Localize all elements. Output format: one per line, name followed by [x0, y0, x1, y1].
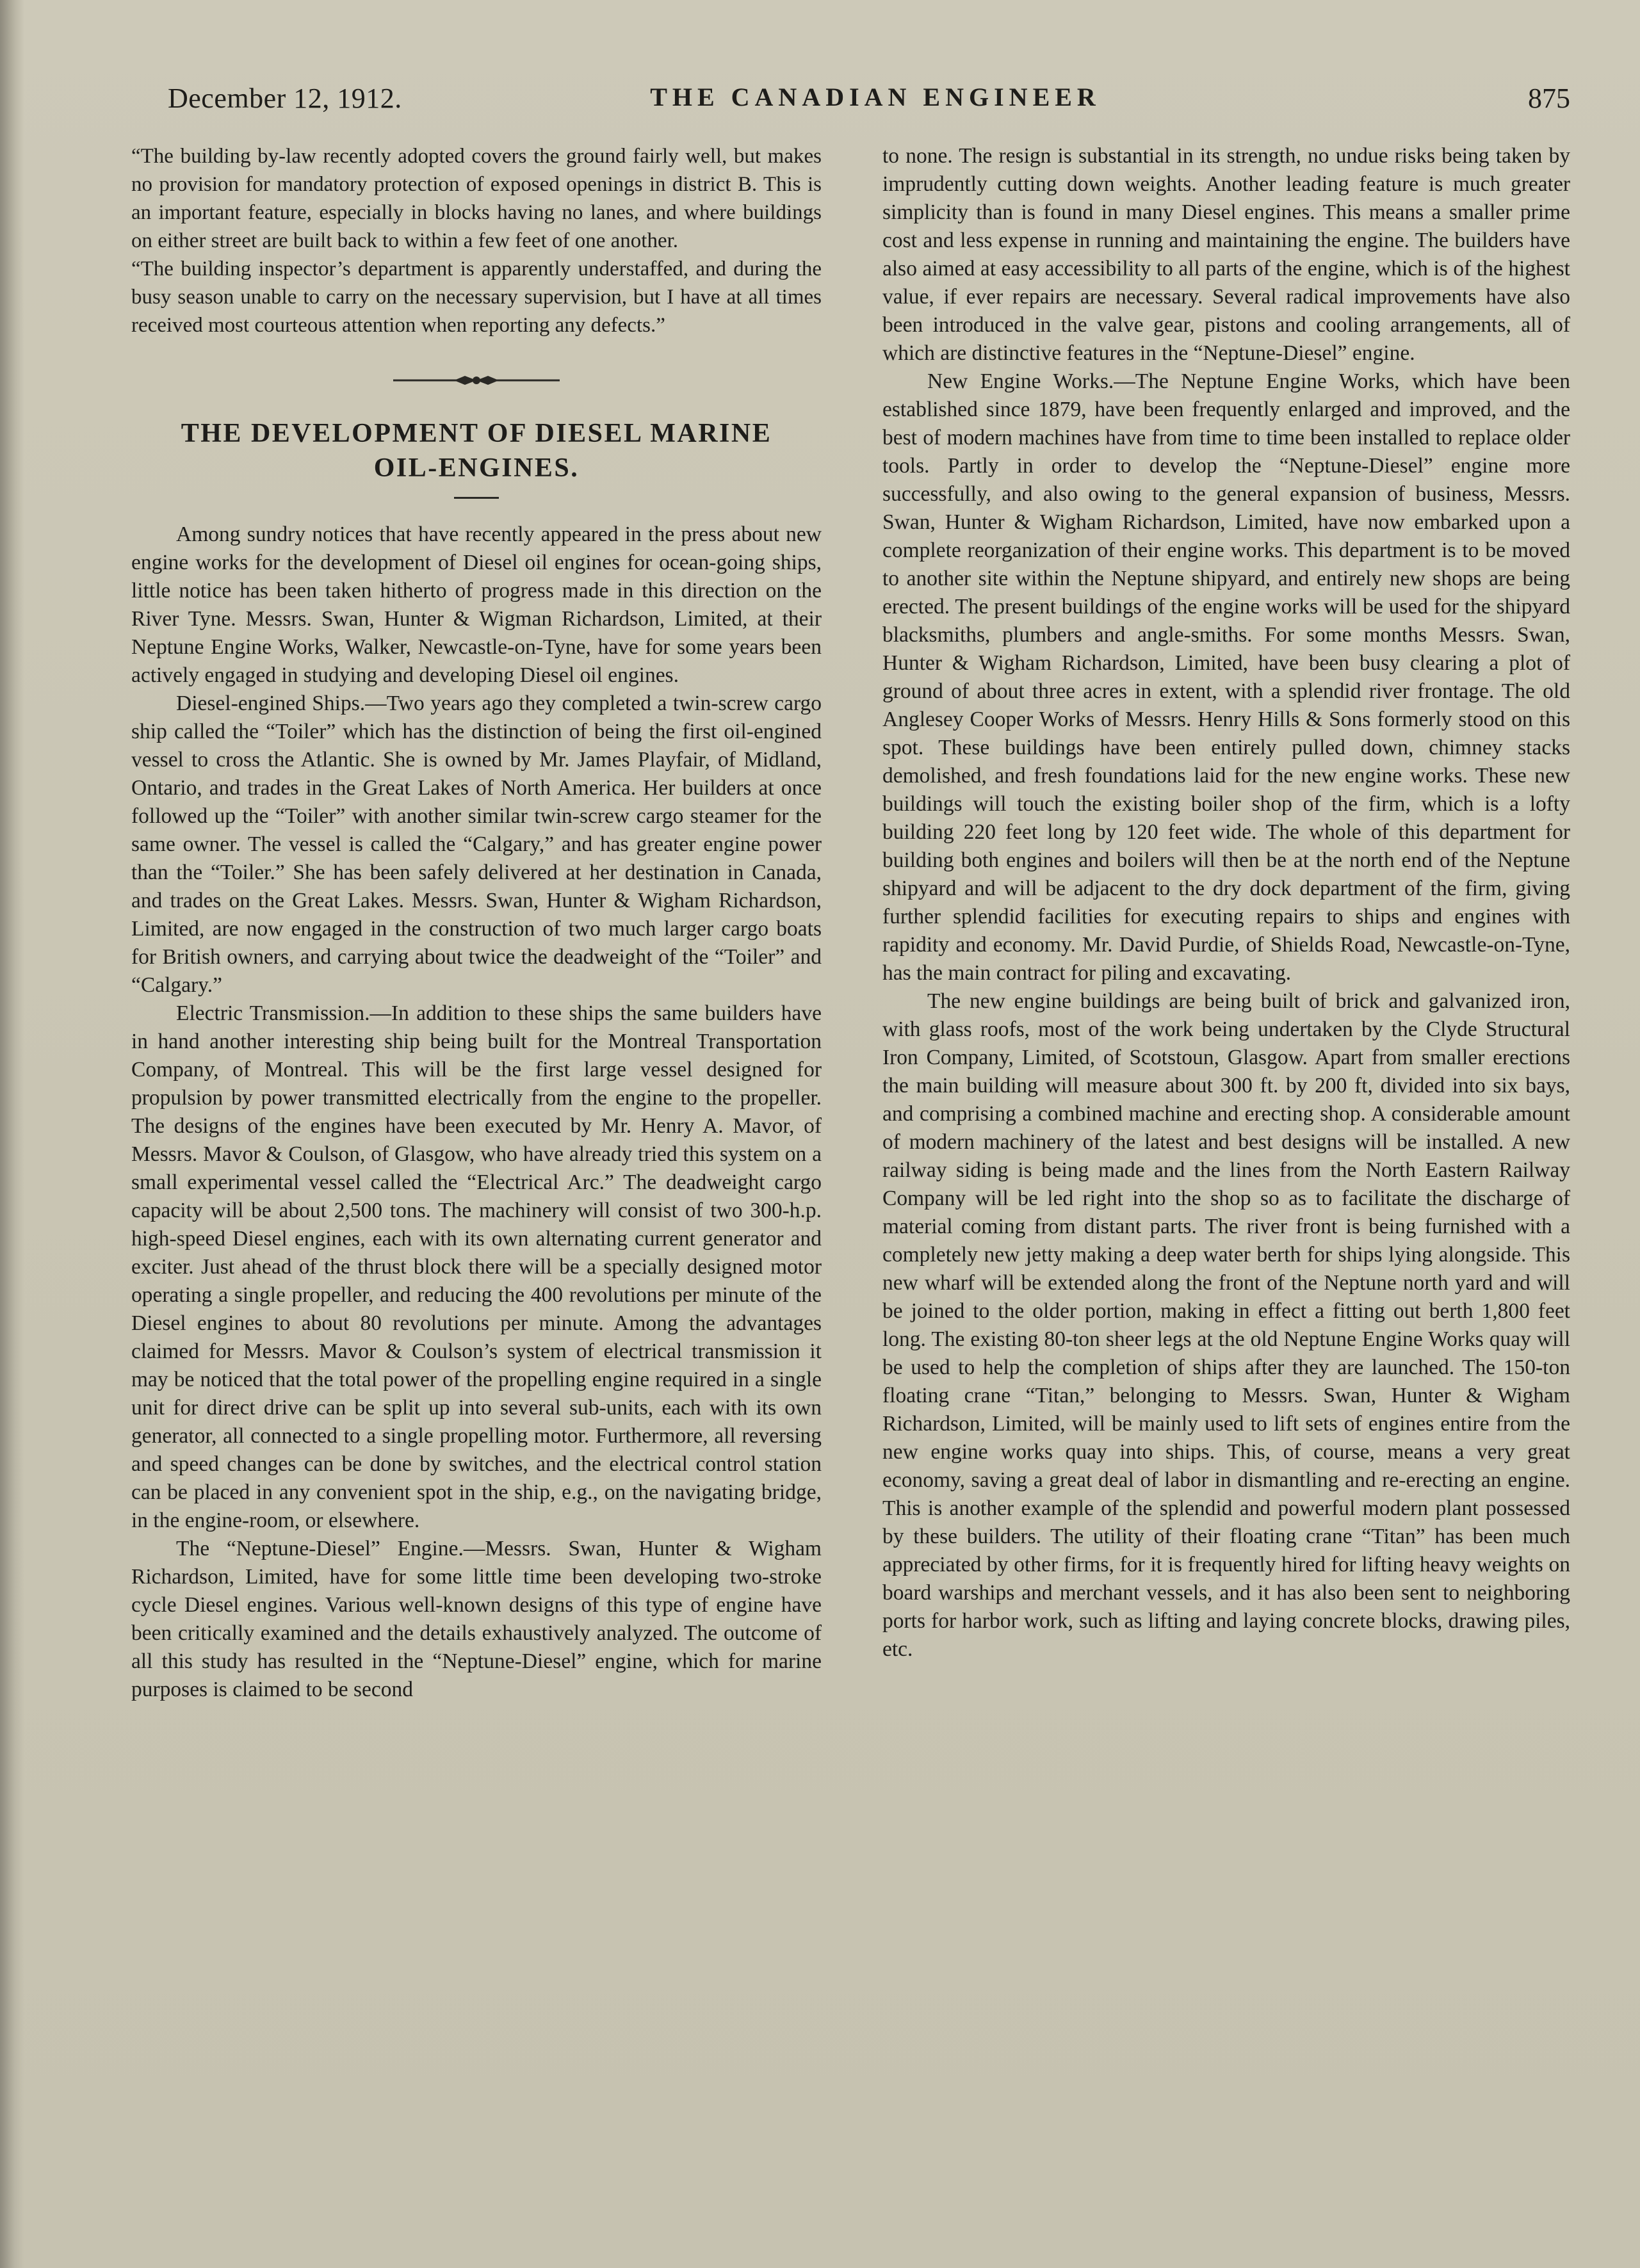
quote-paragraph: “The building by-law recently adopted covers the ground fairly well, but makes no provision for mandatory protection of exposed openings in district B. This is an important feature, especially in blocks having no lanes, and where buildings on either street are built back to within a few feet of one another.	[131, 145, 822, 252]
article-paragraph: Electric Transmission.—In addition to these ships the same builders have in hand another interesting ship being built for the Montreal Transportation Company, of Montreal. This will be the first large vessel designed for propulsion by power transmitted electrically from the engine to the propeller. The designs of the engines have been executed by Mr. Henry A. Mavor, of Messrs. Mavor & Coulson, of Glasgow, who have already tried this system on a small experimental vessel called the “Electrical Arc.” The deadweight cargo capacity will be about 2,500 tons. The machinery will consist of two 300-h.p. high-speed Diesel engines, each with its own alternating current generator and exciter. Just ahead of the thrust block there will be a specially designed motor operating a single propeller, and reducing the 400 revolutions per minute of the Diesel engines to about 80 revolutions per minute. Among the advantages claimed for Messrs. Mavor & Coulson’s system of electrical transmission it may be noticed that the total power of the propelling engine required in a single unit for direct drive can be split up into several sub-units, each with its own generator, all connected to a single propelling motor. Furthermore, all reversing and speed changes can be done by switches, and the electrical control station can be placed in any convenient spot in the ship, e.g., on the navigating bridge, in the engine-room, or elsewhere.	[131, 1001, 822, 1532]
article-paragraph: The new engine buildings are being built of brick and galvanized iron, with glass roofs, most of the work being undertaken by the Clyde Structural Iron Company, Limited, of Scotstoun, Glasgow. Apart from smaller erections the main building will measure about 300 ft. by 200 ft, divided into six bays, and comprising a combined machine and erecting shop. A considerable amount of modern machinery of the latest and best designs will be installed. A new railway siding is being made and the lines from the North Eastern Railway Company will be led right into the shop so as to facilitate the discharge of material coming from distant parts. The river front is being furnished with a completely new jetty making a deep water berth for ships lying alongside. This new wharf will be extended along the front of the Neptune north yard and will be joined to the older portion, making in effect a fitting out berth 1,800 feet long. The existing 80-ton sheer legs at the old Neptune Engine Works quay will be used to help the completion of ships after they are launched. The 150-ton floating crane “Titan,” belonging to Messrs. Swan, Hunter & Wigham Richardson, Limited, will be mainly used to lift sets of engines entire from the new engine works quay into ships. This, of course, means a very great economy, saving a great deal of labor in dismantling and re-erecting an engine. This is another example of the splendid and powerful modern plant possessed by these builders. The utility of their floating crane “Titan” has been much appreciated by other firms, for it is frequently hired for lifting heavy weights on board warships and merchant vessels, and it has also been sent to neighboring ports for harbor work, such as lifting and laying concrete blocks, drawing piles, etc.	[882, 989, 1570, 1661]
header-date: December 12, 1912.	[168, 83, 402, 114]
article-title-line: OIL-ENGINES.	[373, 453, 580, 483]
article-title-line: THE DEVELOPMENT OF DIESEL MARINE	[181, 419, 772, 448]
article-paragraph: New Engine Works.—The Neptune Engine Works, which have been established since 1879, have been frequently enlarged and improved, and the best of modern machines have from time to time been installed to replace older tools. Partly in order to develop the “Neptune-Diesel” engine more successfully, and also owing to the general expansion of business, Messrs. Swan, Hunter & Wigham Richardson, Limited, have now embarked upon a complete reorganization of their engine works. This department is to be moved to another site within the Neptune shipyard, and entirely new shops are being erected. The present buildings of the engine works will be used for the shipyard blacksmiths, plumbers and angle-smiths. For some months Messrs. Swan, Hunter & Wigham Richardson, Limited, have been busy clearing a plot of ground of about three acres in extent, with a splendid river frontage. The old Anglesey Cooper Works of Messrs. Henry Hills & Sons formerly stood on this spot. These buildings have been entirely pulled down, chimney stacks demolished, and fresh foundations laid for the new engine works. These new buildings will touch the existing boiler shop of the firm, which is a lofty building 220 feet long by 120 feet wide. The whole of this department for building both engines and boilers will then be at the north end of the Neptune shipyard and will be adjacent to the dry dock department of the firm, giving further splendid facilities for executing repairs to ships and engines with rapidity and economy. Mr. David Purdie, of Shields Road, Newcastle-on-Tyne, has the main contract for piling and excavating.	[882, 369, 1570, 985]
article-title	[131, 416, 822, 485]
article-paragraph: Among sundry notices that have recently appeared in the press about new engine works for the development of Diesel oil engines for ocean-going ships, little notice has been taken hitherto of progress made in this direction on the River Tyne. Messrs. Swan, Hunter & Wigman Richardson, Limited, at their Neptune Engine Works, Walker, Newcastle-on-Tyne, have for some years been actively engaged in studying and developing Diesel oil engines.	[131, 522, 822, 687]
article-paragraph: The “Neptune-Diesel” Engine.—Messrs. Swan, Hunter & Wigham Richardson, Limited, have for some little time been developing two-stroke cycle Diesel engines. Various well-known designs of this type of engine have been critically examined and the details exhaustively analyzed. The outcome of all this study has resulted in the “Neptune-Diesel” engine, which for marine purposes is claimed to be second	[131, 1537, 822, 1701]
quoted-report	[131, 142, 822, 339]
page-number: 875	[1528, 83, 1570, 114]
left-column	[131, 142, 822, 1704]
continued-paragraph: to none. The resign is substantial in its strength, no undue risks being taken by imprudently cutting down weights. Another leading feature is much greater simplicity than is found in many Diesel engines. This means a smaller prime cost and less expense in running and maintaining the engine. The builders have also aimed at easy accessibility to all parts of the engine, which is of the highest value, if ever repairs are necessary. Several radical improvements have also been introduced in the valve gear, pistons and cooling arrangements, all of which are distinctive features in the “Neptune-Diesel” engine.	[882, 144, 1570, 365]
right-column	[882, 142, 1570, 1664]
running-header	[168, 82, 1583, 120]
section-divider-ornament	[393, 368, 560, 393]
article-paragraph: Diesel-engined Ships.—Two years ago they completed a twin-screw cargo ship called the “Toiler” which has the distinction of being the first oil-engined vessel to cross the Atlantic. She is owned by Mr. James Playfair, of Midland, Ontario, and trades in the Great Lakes of North America. Her builders at once followed up the “Toiler” with another similar twin-screw cargo steamer for the same owner. The vessel is called the “Calgary,” and has greater engine power than the “Toiler.” She has been safely delivered at her destination in Canada, and trades on the Great Lakes. Messrs. Swan, Hunter & Wigham Richardson, Limited, are now engaged in the construction of two much larger cargo boats for British owners, and carrying about twice the deadweight of the “Toiler” and “Calgary.”	[131, 692, 822, 997]
journal-title: THE CANADIAN ENGINEER	[650, 83, 1101, 111]
title-rule	[454, 497, 499, 499]
quote-paragraph: “The building inspector’s department is apparently understaffed, and during the busy season unable to carry on the necessary supervision, but I have at all times received most courteous attention when reporting any defects.”	[131, 257, 822, 337]
binding-shadow	[0, 0, 24, 2268]
